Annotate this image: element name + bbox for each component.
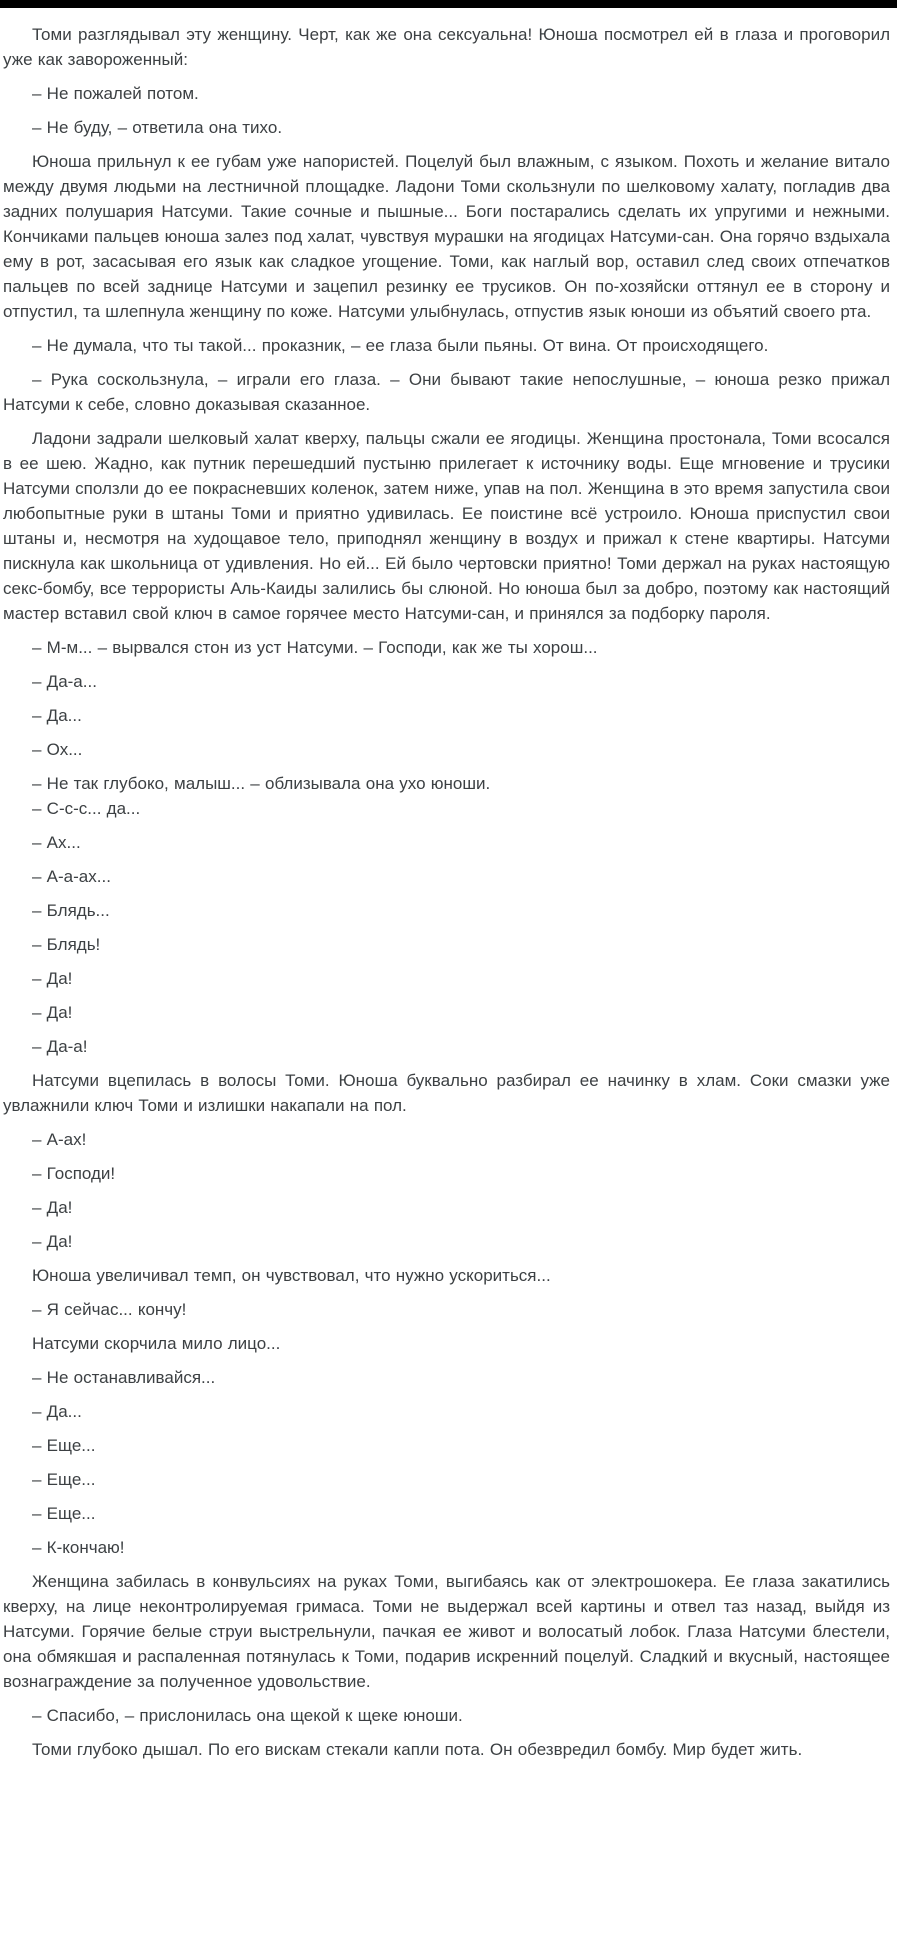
paragraph: – Да...	[32, 1402, 82, 1421]
paragraph: – К-кончаю!	[32, 1538, 125, 1557]
paragraph: Ладони задрали шелковый халат кверху, пальцы сжали ее ягодицы. Женщина простонала, Томи всосался в ее шею. Жадно, как путник перешедший пустыню прилегает к источнику воды. Еще мгновение и трусики Натсуми сползли до ее покрасневших коленок, затем ниже, упав на пол. Женщина в это время запустила свои любопытные руки в штаны Томи и приятно удивилась. Ее поистине всё устроило. Юноша приспустил свои штаны и, несмотря на худощавое тело, приподнял женщину в воздух и прижал к стене квартиры. Натсуми пискнула как школьница от удивления. Но ей... Ей было чертовски приятно! Томи держал на руках настоящую секс-бомбу, все террористы Аль-Каиды залились бы слюной. Но юноша был за добро, поэтому как настоящий мастер вставил свой ключ в самое горячее место Натсуми-сан, и принялся за подборку пароля.	[3, 429, 890, 623]
paragraph: Томи разглядывал эту женщину. Черт, как же она сексуальна! Юноша посмотрел ей в глаза и проговорил уже как завороженный:	[3, 25, 890, 69]
paragraph: – Не останавливайся...	[32, 1368, 216, 1387]
paragraph: – Спасибо, – прислонилась она щекой к щеке юноши.	[32, 1706, 463, 1725]
paragraph: – Да...	[32, 706, 82, 725]
paragraph: – Блядь...	[32, 901, 110, 920]
paragraph: – Да!	[32, 1003, 73, 1022]
paragraph: – Не буду, – ответила она тихо.	[32, 118, 283, 137]
paragraph: – Да!	[32, 969, 73, 988]
paragraph: – Не думала, что ты такой... проказник, – ее глаза были пьяны. От вина. От происходящего.	[32, 336, 769, 355]
paragraph: Женщина забилась в конвульсиях на руках Томи, выгибаясь как от электрошокера. Ее глаза закатились кверху, на лице неконтролируемая гримаса. Томи не выдержал всей картины и отвел таз назад, выйдя из Натсуми. Горячие белые струи выстрельнули, пачкая ее живот и волосатый лобок. Глаза Натсуми блестели, она обмякшая и распаленная потянулась к Томи, подарив искренний поцелуй. Сладкий и вкусный, настоящее вознаграждение за полученное удовольствие.	[3, 1572, 890, 1691]
paragraph: – Да!	[32, 1232, 73, 1251]
paragraph: – Ох...	[32, 740, 83, 759]
story-text-page	[0, 8, 897, 1762]
paragraph: – Рука соскользнула, – играли его глаза. – Они бывают такие непослушные, – юноша резко прижал Натсуми к себе, словно доказывая сказанное.	[3, 370, 890, 414]
paragraph: – Я сейчас... кончу!	[32, 1300, 187, 1319]
paragraph: Томи глубоко дышал. По его вискам стекали капли пота. Он обезвредил бомбу. Мир будет жить.	[32, 1740, 803, 1759]
paragraph: – Да-а...	[32, 672, 97, 691]
top-black-bar	[0, 0, 897, 8]
paragraph: – А-ах!	[32, 1130, 87, 1149]
paragraph: – Господи!	[32, 1164, 116, 1183]
paragraph: – Блядь!	[32, 935, 101, 954]
paragraph: – М-м... – вырвался стон из уст Натсуми. – Господи, как же ты хорош...	[32, 638, 598, 657]
paragraph: – Не так глубоко, малыш... – облизывала она ухо юноши.	[32, 774, 491, 793]
paragraph: – Да-а!	[32, 1037, 88, 1056]
paragraph: – Ах...	[32, 833, 81, 852]
paragraph: Натсуми скорчила мило лицо...	[32, 1334, 281, 1353]
paragraph: Натсуми вцепилась в волосы Томи. Юноша буквально разбирал ее начинку в хлам. Соки смазки уже увлажнили ключ Томи и излишки накапали на пол.	[3, 1071, 890, 1115]
paragraph: – А-а-ах...	[32, 867, 111, 886]
paragraph: – С-с-с... да...	[32, 799, 141, 818]
paragraph: – Еще...	[32, 1504, 96, 1523]
paragraph: – Еще...	[32, 1470, 96, 1489]
paragraph: Юноша прильнул к ее губам уже напористей. Поцелуй был влажным, с языком. Похоть и желание витало между двумя людьми на лестничной площадке. Ладони Томи скользнули по шелковому халату, погладив два задних полушария Натсуми. Такие сочные и пышные... Боги постарались сделать их упругими и нежными. Кончиками пальцев юноша залез под халат, чувствуя мурашки на ягодицах Натсуми-сан. Она горячо вздыхала ему в рот, засасывая его язык как сладкое угощение. Томи, как наглый вор, оставил след своих отпечатков пальцев по всей заднице Натсуми и зацепил резинку ее трусиков. Он по-хозяйски оттянул ее в сторону и отпустил, та шлепнула женщину по коже. Натсуми улыбнулась, отпустив язык юноши из объятий своего рта.	[3, 152, 890, 321]
paragraph: – Еще...	[32, 1436, 96, 1455]
paragraph: – Не пожалей потом.	[32, 84, 199, 103]
paragraph: – Да!	[32, 1198, 73, 1217]
paragraph: Юноша увеличивал темп, он чувствовал, что нужно ускориться...	[32, 1266, 551, 1285]
